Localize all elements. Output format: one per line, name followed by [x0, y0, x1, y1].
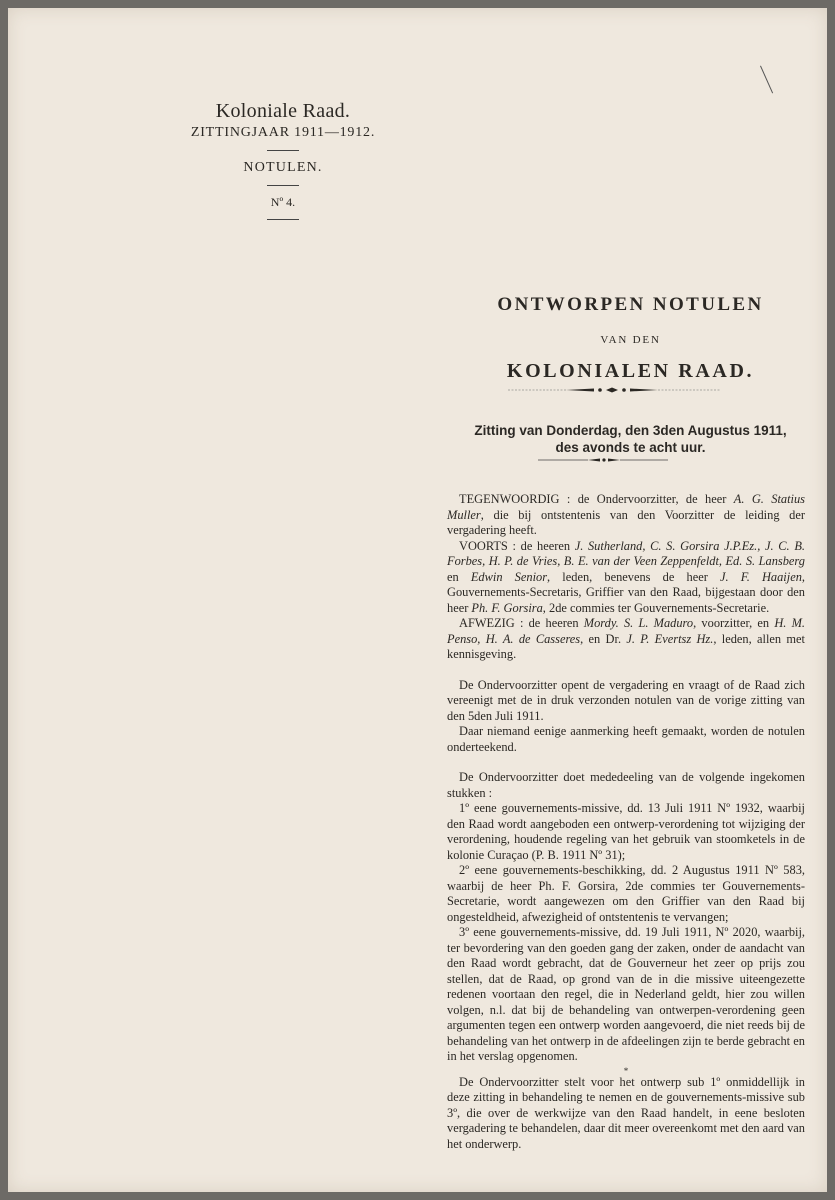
document-page [8, 8, 827, 1192]
paragraph: De Ondervoorzitter doet mededeeling van de volgende ingekomen stukken : [447, 770, 805, 800]
person-names: H. M. Penso, H. A. de Casseres [447, 616, 806, 646]
minutes-body [447, 492, 805, 1152]
main-title-connector: VAN DEN [600, 334, 661, 346]
ornament-divider-small [538, 455, 668, 465]
session-year: ZITTINGJAAR 1911—1912. [190, 125, 376, 140]
incoming-item-1: 1º eene gouvernements-missive, dd. 13 Juli 1911 Nº 1932, waarbij den Raad wordt aangeboden een ontwerp-verordening tot wijziging der verordening, houdende regeling van het gebruik van stoomketels in de kolonie Curaçao (P. B. 1911 Nº 31); [447, 801, 805, 862]
person-name: J. F. Haaijen [719, 569, 802, 584]
attendance-present: TEGENWOORDIG : de Ondervoorzitter, de heer A. G. Statius Muller, die bij ontstentenis van den Voorzitter de leiding der vergadering heeft. [447, 492, 805, 537]
divider [267, 185, 299, 186]
asterisk-separator: * [623, 1065, 629, 1076]
divider [267, 219, 299, 220]
main-title: ONTWORPEN NOTULEN [497, 294, 764, 315]
paragraph: Daar niemand eenige aanmerking heeft gemaakt, worden de notulen onderteekend. [447, 724, 805, 754]
paragraph: De Ondervoorzitter opent de vergadering en vraagt of de Raad zich vereenigt met de in druk verzonden notulen van de vorige zitting van den 5den Juli 1911. [447, 677, 805, 723]
person-name: J. P. Evertsz Hz. [626, 631, 714, 646]
person-names: J. Sutherland, C. S. Gorsira J.P.Ez., J. C. B. Forbes, H. P. de Vries, B. E. van der Veen Zeppenfeldt, Ed. S. Lansberg [447, 538, 805, 568]
council-title: Koloniale Raad. [215, 100, 351, 122]
person-name: Edwin Senior [470, 569, 548, 584]
main-title-council: KOLONIALEN RAAD. [506, 360, 755, 382]
person-name: Mordy. S. L. Maduro [583, 616, 694, 630]
attendance-absent: AFWEZIG : de heeren Mordy. S. L. Maduro, voorzitter, en H. M. Penso, H. A. de Casseres, en Dr. J. P. Evertsz Hz., leden, allen met kennisgeving. [447, 616, 806, 661]
ornament-divider [508, 384, 728, 396]
sitting-line-2: des avonds te acht uur. [555, 440, 706, 455]
notulen-label: NOTULEN. [243, 160, 323, 175]
document-number: Nº 4. [270, 195, 296, 209]
pencil-mark [760, 66, 773, 94]
attendance-also: VOORTS : de heeren J. Sutherland, C. S. Gorsira J.P.Ez., J. C. B. Forbes, H. P. de Vries, B. E. van der Veen Zeppenfeldt, Ed. S. Lansberg en Edwin Senior, leden, benevens de heer J. F. Haaijen, Gouvernements-Secretaris, Griffier van den Raad, bijgestaan door den heer Ph. F. Gorsira, 2de commies ter Gouvernements-Secretarie. [447, 538, 805, 615]
sitting-line-1: Zitting van Donderdag, den 3den Augustus 1911, [474, 423, 787, 438]
incoming-item-2: 2º eene gouvernements-beschikking, dd. 2 Augustus 1911 Nº 583, waarbij de heer Ph. F. Gorsira, 2de commies ter Gouvernements-Secretarie, wordt aangewezen om den Griffier van den Raad bij ongesteldheid, afwezigheid of ontstentenis te vervangen; [447, 863, 805, 924]
sitting-date [453, 422, 808, 456]
incoming-item-3: 3º eene gouvernements-missive, dd. 19 Juli 1911, Nº 2020, waarbij, ter bevordering van den goeden gang der zaken, onder de aandacht van den Raad wordt gebracht, dat de Gouverneur het zeer op prijs zou stellen, dat de Raad, op grond van de in die missive uiteengezette redenen voortaan den regel, die in Nederland geldt, hier zou willen volgen, n.l. dat bij de behandeling van ontwerpen-verordening geen argumenten tegen een ontwerp worden aangevoerd, die niet reeds bij de behandeling van het ontwerp in de afdeelingen zijn te berde gebracht en in het verslag opgenomen. [447, 925, 805, 1063]
person-name: A. G. Statius Muller [447, 492, 805, 522]
divider [267, 150, 299, 151]
person-name: Ph. F. Gorsira [471, 600, 543, 615]
document-header-block [158, 100, 408, 229]
paragraph: De Ondervoorzitter stelt voor het ontwerp sub 1º onmiddellijk in deze zitting in behandeling te nemen en de gouvernements-missive sub 3º, die over de werkwijze van den Raad handelt, in eene besloten vergadering te behandelen, daar dit meer overeenkomt met den aard van het onderwerp. [447, 1074, 805, 1151]
